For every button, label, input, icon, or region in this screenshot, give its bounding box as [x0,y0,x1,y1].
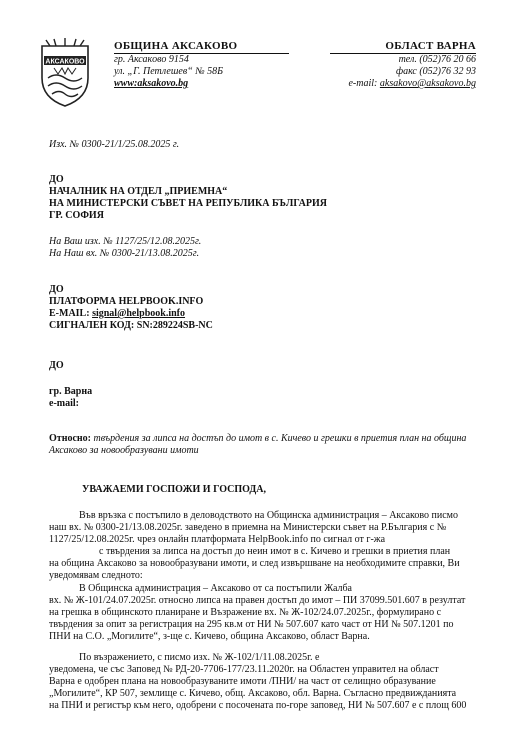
fax: факс (052)76 32 93 [396,66,476,77]
address-city: гр. Аксакoво 9154 [114,54,189,65]
recipient-email-label: e-mail: [49,398,79,409]
your-reference: На Ваш изх. № 1127/25/12.08.2025г. [49,236,202,247]
body-line: уведомена, че със Заповед № РД-20-7706-177/23.11.2020г. на Областен управител на област [49,664,439,675]
municipality-crest [34,38,96,108]
org-name: ОБЩИНА АКСАКОВО [114,40,289,54]
our-reference: На Наш вх. № 0300-21/13.08.2025г. [49,248,200,259]
platform-email-link[interactable]: signal@helpbook.info [92,308,186,319]
recipient-helpbook [49,284,213,332]
body-line: 1127/25/12.08.2025г. чрез онлайн платформата HelpBook.info по сигнал от г-жа [49,534,386,545]
website-link[interactable]: www:aksakovo.bg [114,78,189,89]
body-line: твърдения за опит за регистрация на 295 кв.м от НИ № 507.607 като част от НИ № 507.1201 по [49,619,454,630]
recipient-line-1: НАЧАЛНИК НА ОТДЕЛ „ПРИЕМНА“ [49,186,228,197]
body-line: на община Аксаково за новообразувани имоти, и след извършване на необходимите справки, Ви [49,558,460,569]
recipient-line-3: ГР. СОФИЯ [49,210,104,221]
body-line: уведомявам следното: [49,570,143,581]
body-line: По възражението, с писмо изх. № Ж-102/1/11.08.2025г. е [79,652,320,663]
subject [49,433,479,457]
header-left [114,40,289,90]
subject-label: Относно: [49,433,94,444]
references [49,236,201,260]
body-line: Във връзка с постъпило в деловодството на Общинска администрация – Аксаково писмо [79,510,458,521]
recipient-council-of-ministers [49,174,327,222]
body-line: вх. № Ж-101/24.07.2025г. относно липса на правен достъп до имот – ПИ 37099.501.607 в резултат [49,595,466,606]
crest-label: АКСАКОВО [45,58,85,66]
to-label: ДО [49,284,64,295]
subject-text: твърдения за липса на достъп до имот в с. Кичево и грешки в приетия план на община Аксаково за новообразувани имоти [49,433,467,456]
greeting: УВАЖАЕМИ ГОСПОЖИ И ГОСПОДА, [82,484,266,495]
header-right [330,40,476,90]
recipient-city: гр. Варна [49,386,93,397]
email-label: E-MAIL: [49,308,93,319]
region-name: ОБЛАСТ ВАРНА [330,40,476,54]
body-line: наш вх. № 0300-21/13.08.2025г. заведено в приемна на Министерски съвет на Р.България с № [49,522,447,533]
to-label: ДО [49,360,64,371]
recipient-signal-sender [49,360,92,410]
signal-code: СИГНАЛЕН КОД: SN:289224SB-NC [49,320,213,331]
body-line: В Общинска администрация – Аксаково от са постъпили Жалба [79,583,352,594]
email-link[interactable]: aksakovo@aksakovo.bg [379,78,476,89]
outgoing-reference: Изх. № 0300-21/1/25.08.2025 г. [49,139,180,150]
body-paragraph-3 [49,652,479,712]
recipient-line-2: НА МИНИСТЕРСКИ СЪВЕТ НА РЕПУБЛИКА БЪЛГАРИЯ [49,198,327,209]
body-paragraph-2 [49,583,479,643]
body-line: Варна е одобрен плана на новообразуваните имоти /ПНИ/ на част от селищно образувание [49,676,436,687]
blank-line [49,372,92,384]
phone: тел. (052)76 20 66 [398,54,476,65]
body-line: ПНИ на С.О. „Могилите“, з-ще с. Кичево, община Аксаково, област Варна. [49,631,370,642]
email-label: e-mail: [348,78,380,89]
address-street: ул. „Г. Петлешев“ № 58Б [114,66,224,77]
body-line: на ПНИ и регистър към него, одобрени с посочената по-горе заповед, НИ № 507.607 е с площ 600 [49,700,467,711]
body-line: с твърдения за липса на достъп до неин имот в с. Кичево и грешки в приетия план [99,546,451,557]
body-line: „Могилите“, КР 507, землище с. Кичево, общ. Аксаково, обл. Варна. Съгласно предвижданията [49,688,457,699]
body-paragraph-1 [49,510,479,582]
platform-name: ПЛАТФОРМА HELPBOOK.INFO [49,296,204,307]
to-label: ДО [49,174,64,185]
body-line: на грешка в общинското планиране и Възражение вх. № Ж-102/24.07.2025г., формулирано с [49,607,442,618]
